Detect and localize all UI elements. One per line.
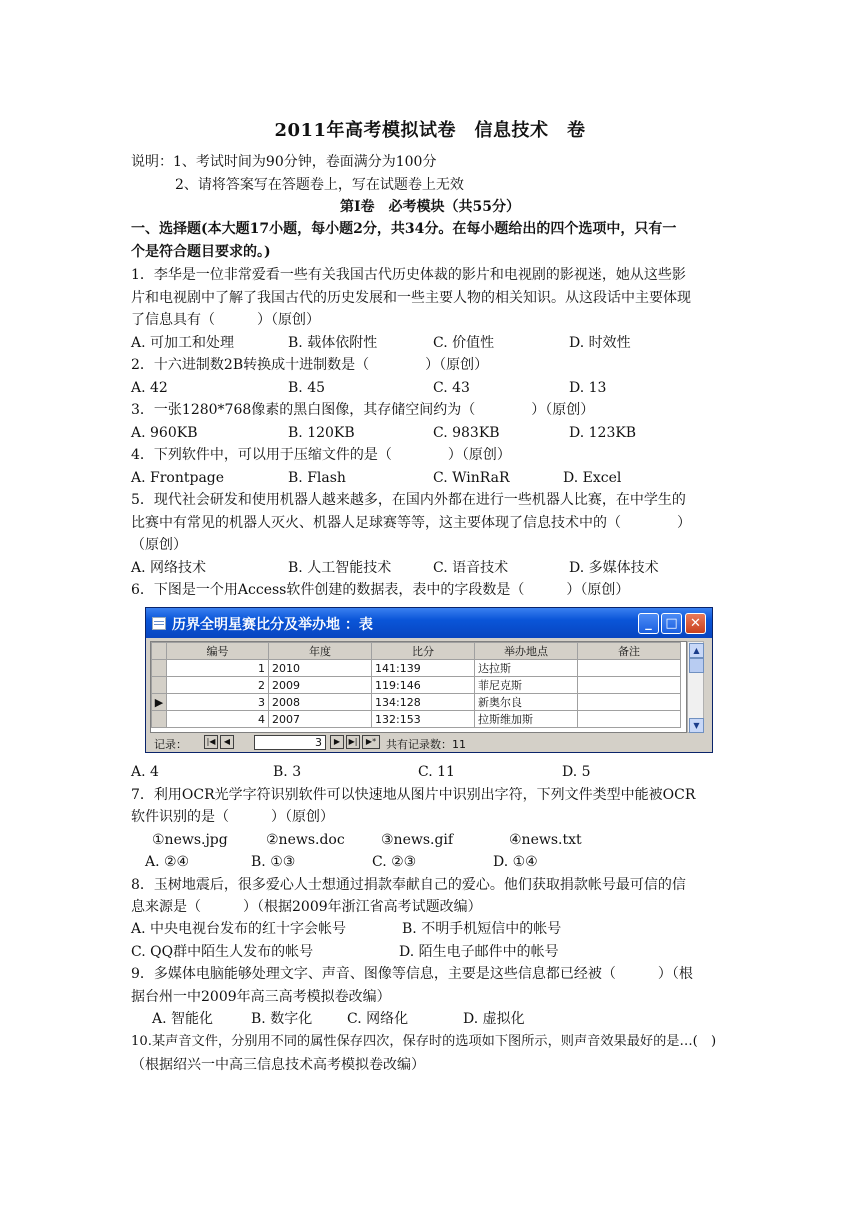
- new-record-button[interactable]: ▶*: [362, 735, 380, 749]
- q3-option-a: A. 960KB: [131, 425, 198, 441]
- q1-line3: 了信息具有（ ）（原创）: [131, 312, 320, 328]
- cell-id[interactable]: 1: [167, 660, 269, 677]
- q7-file-3: ③news.gif: [381, 832, 454, 848]
- minimize-button[interactable]: _: [638, 613, 659, 634]
- cell-notes[interactable]: [578, 677, 681, 694]
- q9-option-d: D. 虚拟化: [463, 1011, 525, 1027]
- q2-option-d: D. 13: [569, 380, 607, 396]
- q7-option-c: C. ②③: [372, 854, 417, 870]
- table-row[interactable]: [152, 677, 681, 694]
- q2-option-c: C. 43: [433, 380, 470, 396]
- q7-option-d: D. ①④: [493, 854, 538, 870]
- column-header-score[interactable]: 比分: [372, 643, 475, 660]
- instruction-1: 说明：1、考试时间为90分钟，卷面满分为100分: [131, 154, 437, 170]
- q3-option-c: C. 983KB: [433, 425, 500, 441]
- q9-line2: 据台州一中2009年高三高考模拟卷改编）: [131, 989, 391, 1005]
- q8-option-c: C. QQ群中陌生人发布的帐号: [131, 944, 314, 960]
- q2-option-b: B. 45: [288, 380, 326, 396]
- q1-line2: 片和电视剧中了解了我国古代的历史发展和一些主要人物的相关知识。从这段话中主要体现: [131, 290, 691, 306]
- cell-score[interactable]: 141:139: [372, 660, 475, 677]
- q5-option-a: A. 网络技术: [131, 560, 207, 576]
- maximize-button[interactable]: □: [661, 613, 682, 634]
- q1-option-b: B. 载体依附性: [288, 335, 378, 351]
- window-title: 历界全明星赛比分及举办地 ：表: [172, 617, 373, 633]
- q10-line2: （根据绍兴一中高三信息技术高考模拟卷改编）: [131, 1057, 425, 1073]
- q7-file-4: ④news.txt: [509, 832, 582, 848]
- row-selector[interactable]: [152, 677, 167, 694]
- q3-option-b: B. 120KB: [288, 425, 355, 441]
- q2-stem: 2．十六进制数2B转换成十进制数是（ ）（原创）: [131, 357, 489, 373]
- cell-notes[interactable]: [578, 660, 681, 677]
- window-titlebar[interactable]: [146, 608, 712, 638]
- current-row-indicator-icon[interactable]: ▶: [152, 694, 167, 711]
- last-record-button[interactable]: ▶|: [346, 735, 360, 749]
- q4-option-a: A. Frontpage: [131, 470, 225, 486]
- scroll-up-icon[interactable]: ▲: [689, 643, 704, 658]
- cell-id[interactable]: 3: [167, 694, 269, 711]
- q6-option-d: D. 5: [562, 764, 591, 780]
- q8-option-a: A. 中央电视台发布的红十字会帐号: [131, 921, 347, 937]
- part1-heading: 第Ⅰ卷 必考模块（共55分）: [339, 199, 521, 215]
- q1-line1: 1．李华是一位非常爱看一些有关我国古代历史体裁的影片和电视剧的影视迷，她从这些影: [131, 267, 686, 283]
- cell-venue[interactable]: 达拉斯: [475, 660, 578, 677]
- q9-option-a: A. 智能化: [152, 1011, 214, 1027]
- instruction-2: 2、请将答案写在答题卷上，写在试题卷上无效: [175, 177, 464, 193]
- current-record-input[interactable]: 3: [254, 735, 326, 750]
- q7-option-b: B. ①③: [251, 854, 296, 870]
- record-navigator: [150, 735, 706, 751]
- q7-file-1: ①news.jpg: [152, 832, 228, 848]
- q8-line1: 8．玉树地震后，很多爱心人士想通过捐款奉献自己的爱心。他们获取捐款帐号最可信的信: [131, 877, 686, 893]
- column-header-year[interactable]: 年度: [269, 643, 372, 660]
- cell-score[interactable]: 119:146: [372, 677, 475, 694]
- scroll-thumb[interactable]: [689, 658, 704, 673]
- cell-venue[interactable]: 拉斯维加斯: [475, 711, 578, 728]
- cell-venue[interactable]: 菲尼克斯: [475, 677, 578, 694]
- q8-option-b: B. 不明手机短信中的帐号: [402, 921, 562, 937]
- q8-option-d: D. 陌生电子邮件中的帐号: [399, 944, 559, 960]
- q4-stem: 4．下列软件中，可以用于压缩文件的是（ ）（原创）: [131, 447, 511, 463]
- datasheet-table: [151, 642, 681, 728]
- record-label: 记录：: [154, 738, 187, 751]
- q1-option-c: C. 价值性: [433, 335, 495, 351]
- q6-option-c: C. 11: [418, 764, 455, 780]
- q6-option-a: A. 4: [131, 764, 159, 780]
- q6-stem: 6．下图是一个用Access软件创建的数据表，表中的字段数是（ ）（原创）: [131, 582, 630, 598]
- cell-score[interactable]: 132:153: [372, 711, 475, 728]
- q5-line2: 比赛中有常见的机器人灭火、机器人足球赛等等，这主要体现了信息技术中的（ ）: [131, 515, 691, 531]
- scroll-down-icon[interactable]: ▼: [689, 718, 704, 733]
- column-header-notes[interactable]: 备注: [578, 643, 681, 660]
- q1-option-d: D. 时效性: [569, 335, 631, 351]
- cell-notes[interactable]: [578, 694, 681, 711]
- q4-option-d: D. Excel: [563, 470, 622, 486]
- cell-notes[interactable]: [578, 711, 681, 728]
- row-selector-header[interactable]: [152, 643, 167, 660]
- datasheet-grid: [150, 641, 687, 733]
- q7-file-2: ②news.doc: [266, 832, 345, 848]
- q9-option-b: B. 数字化: [251, 1011, 313, 1027]
- cell-year[interactable]: 2008: [269, 694, 372, 711]
- section1-line2: 个是符合题目要求的。): [131, 244, 271, 260]
- q5-line1: 5．现代社会研发和使用机器人越来越多，在国内外都在进行一些机器人比赛，在中学生的: [131, 492, 686, 508]
- q5-line3: （原创）: [131, 537, 187, 553]
- q8-line2: 息来源是（ ）（根据2009年浙江省高考试题改编）: [131, 899, 482, 915]
- next-record-button[interactable]: ▶: [330, 735, 344, 749]
- q5-option-b: B. 人工智能技术: [288, 560, 392, 576]
- cell-venue[interactable]: 新奥尔良: [475, 694, 578, 711]
- q2-option-a: A. 42: [131, 380, 168, 396]
- table-row-current[interactable]: [152, 694, 681, 711]
- cell-year[interactable]: 2007: [269, 711, 372, 728]
- cell-year[interactable]: 2010: [269, 660, 372, 677]
- q3-stem: 3．一张1280*768像素的黑白图像，其存储空间约为（ ）（原创）: [131, 402, 595, 418]
- table-row[interactable]: [152, 660, 681, 677]
- q4-option-b: B. Flash: [288, 470, 346, 486]
- section1-line1: 一、选择题(本大题17小题，每小题2分，共34分。在每小题给出的四个选项中，只有一: [131, 221, 677, 237]
- row-selector[interactable]: [152, 711, 167, 728]
- table-icon: [152, 617, 166, 630]
- q5-option-c: C. 语音技术: [433, 560, 509, 576]
- table-header-row: [152, 643, 681, 660]
- q10-line1: 10.某声音文件，分别用不同的属性保存四次，保存时的选项如下图所示，则声音效果最好的是…( ): [131, 1034, 717, 1049]
- q5-option-d: D. 多媒体技术: [569, 560, 659, 576]
- access-table-window: [145, 607, 713, 753]
- cell-year[interactable]: 2009: [269, 677, 372, 694]
- previous-record-button[interactable]: ◀: [220, 735, 234, 749]
- column-header-id[interactable]: 编号: [167, 643, 269, 660]
- q9-line1: 9．多媒体电脑能够处理文字、声音、图像等信息，主要是这些信息都已经被（ ）（根: [131, 966, 693, 982]
- q3-option-d: D. 123KB: [569, 425, 637, 441]
- record-count: 共有记录数：11: [386, 738, 466, 751]
- table-row[interactable]: [152, 711, 681, 728]
- q7-option-a: A. ②④: [145, 854, 190, 870]
- first-record-button[interactable]: |◀: [204, 735, 218, 749]
- q4-option-c: C. WinRaR: [433, 470, 510, 486]
- q9-option-c: C. 网络化: [347, 1011, 409, 1027]
- cell-id[interactable]: 2: [167, 677, 269, 694]
- q1-option-a: A. 可加工和处理: [131, 335, 235, 351]
- q7-line2: 软件识别的是（ ）（原创）: [131, 809, 334, 825]
- close-button[interactable]: ✕: [685, 613, 706, 634]
- q7-line1: 7．利用OCR光学字符识别软件可以快速地从图片中识别出字符，下列文件类型中能被OCR: [131, 787, 696, 803]
- exam-title: 2011年高考模拟试卷 信息技术 卷: [274, 120, 586, 141]
- row-selector[interactable]: [152, 660, 167, 677]
- vertical-scrollbar[interactable]: [687, 641, 704, 733]
- cell-score[interactable]: 134:128: [372, 694, 475, 711]
- q6-option-b: B. 3: [273, 764, 302, 780]
- column-header-venue[interactable]: 举办地点: [475, 643, 578, 660]
- cell-id[interactable]: 4: [167, 711, 269, 728]
